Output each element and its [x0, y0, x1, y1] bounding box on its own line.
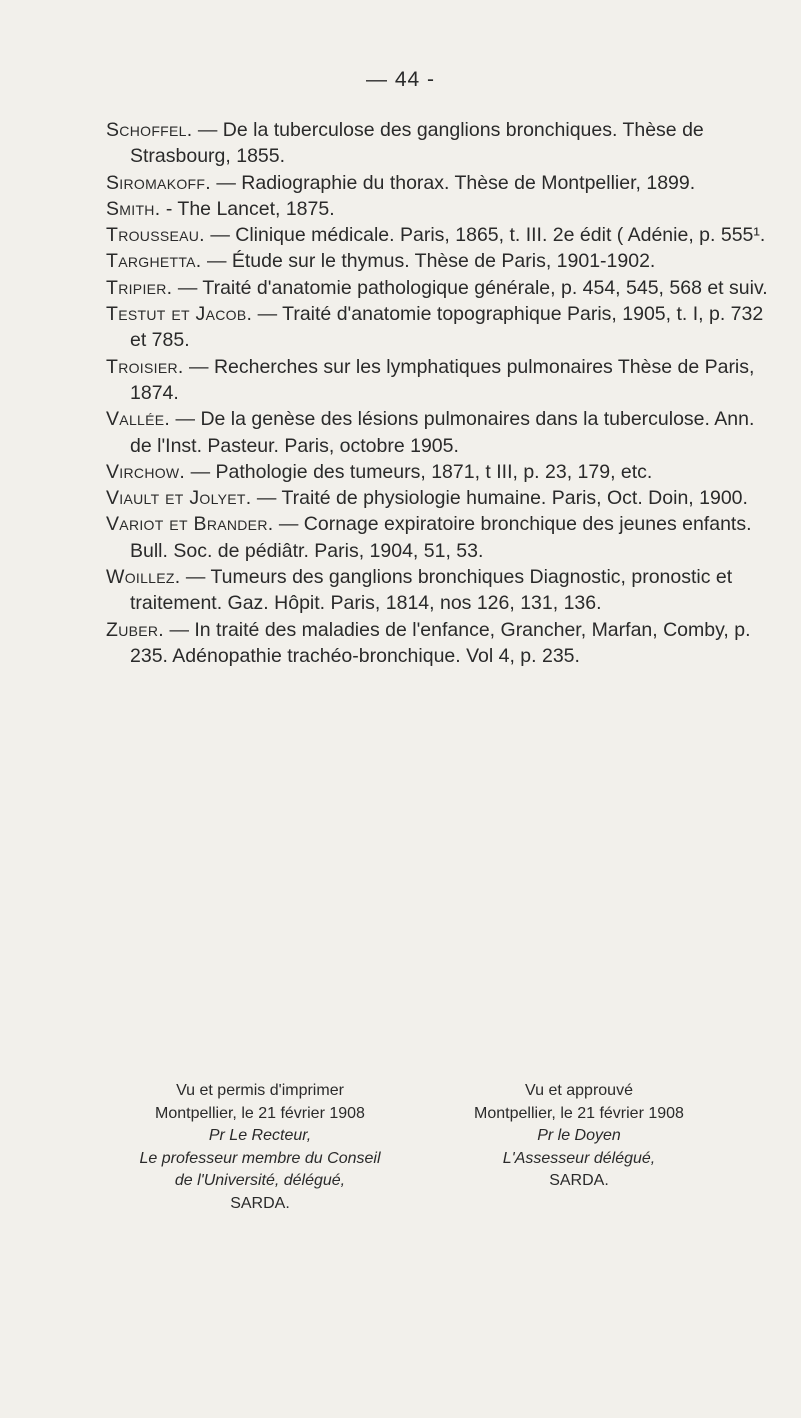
bibliography-entry [106, 196, 774, 222]
bibliography-entry [106, 564, 774, 617]
bibliography-entry [106, 511, 774, 564]
entry-author: Zuber. [106, 618, 165, 641]
approval-role-detail: L'Assesseur délégué, [502, 1149, 656, 1167]
bibliography-entry [106, 222, 774, 248]
entry-text: — Pathologie des tumeurs, 1871, t III, p. 23, 179, etc. [185, 460, 653, 483]
entry-text: - The Lancet, 1875. [160, 197, 335, 220]
entry-text: — Traité d'anatomie pathologique générale, p. 454, 545, 568 et suiv. [172, 276, 768, 299]
approval-date: Montpellier, le 21 février 1908 [474, 1104, 684, 1122]
entry-text: — Traité de physiologie humaine. Paris, Oct. Doin, 1900. [251, 487, 748, 510]
bibliography-entry [106, 275, 774, 301]
entry-text: — De la tuberculose des ganglions bronchiques. Thèse de Strasbourg, 1855. [130, 119, 704, 168]
approval-block [436, 1080, 722, 1193]
entry-author: Siromakoff. [106, 171, 211, 194]
bibliography-entry [106, 617, 774, 670]
entry-text: — Recherches sur les lymphatiques pulmonaires Thèse de Paris, 1874. [130, 355, 755, 404]
entry-author: Testut et Jacob. [106, 303, 253, 326]
imprimatur-date: Montpellier, le 21 février 1908 [155, 1104, 365, 1122]
bibliography-entry [106, 248, 774, 274]
imprimatur-role-detail: Le professeur membre du Conseil [139, 1149, 381, 1167]
imprimatur-block [110, 1080, 410, 1215]
entry-author: Tripier. [106, 276, 173, 299]
approval-line: Vu et approuvé [525, 1082, 633, 1099]
approval-role: Pr le Doyen [537, 1127, 621, 1144]
bibliography-entry [106, 354, 774, 407]
bibliography-entry [106, 170, 774, 196]
imprimatur-role-detail: de l'Université, délégué, [174, 1172, 346, 1189]
entry-text: — Cornage expiratoire bronchique des jeunes enfants. Bull. Soc. de pédiâtr. Paris, 1904, 51, 53. [130, 513, 752, 562]
imprimatur-signatory: SARDA. [230, 1194, 290, 1212]
entry-author: Viault et Jolyet. [106, 487, 252, 510]
entry-author: Trousseau. [106, 224, 205, 247]
entry-text: — Tumeurs des ganglions bronchiques Diagnostic, pronostic et traitement. Gaz. Hôpit. Paris, 1814, nos 126, 131, 136. [130, 566, 733, 615]
entry-author: Vallée. [106, 408, 171, 431]
entry-text: — Étude sur le thymus. Thèse de Paris, 1901-1902. [201, 250, 656, 273]
entry-author: Troisier. [106, 355, 184, 378]
page-number: — 44 - [365, 68, 436, 91]
entry-text: — In traité des maladies de l'enfance, Grancher, Marfan, Comby, p. 235. Adénopathie trachéo-bronchique. Vol 4, p. 235. [130, 618, 751, 667]
bibliography-entry [106, 406, 774, 459]
entry-text: — Traité d'anatomie topographique Paris, 1905, t. I, p. 732 et 785. [130, 303, 764, 352]
imprimatur-line: Vu et permis d'imprimer [176, 1082, 344, 1099]
entry-author: Variot et Brander. [106, 513, 274, 536]
entry-author: Targhetta. [106, 250, 202, 273]
approval-signatory: SARDA. [549, 1172, 609, 1189]
bibliography-entry [106, 459, 774, 485]
entry-author: Schoffel. [106, 119, 193, 141]
entry-text: — Radiographie du thorax. Thèse de Montpellier, 1899. [210, 171, 696, 194]
imprimatur-role: Pr Le Recteur, [208, 1127, 312, 1144]
bibliography-entry [106, 301, 774, 354]
entry-author: Virchow. [106, 460, 186, 483]
bibliography-list [106, 117, 774, 669]
entry-text: — De la genèse des lésions pulmonaires dans la tuberculose. Ann. de l'Inst. Pasteur. Paris, octobre 1905. [130, 408, 755, 457]
entry-author: Woillez. [106, 566, 181, 589]
entry-text: — Clinique médicale. Paris, 1865, t. III. 2e édit ( Adénie, p. 555¹. [204, 224, 766, 247]
bibliography-entry [106, 485, 774, 511]
bibliography-entry [106, 117, 774, 170]
entry-author: Smith. [106, 197, 161, 220]
